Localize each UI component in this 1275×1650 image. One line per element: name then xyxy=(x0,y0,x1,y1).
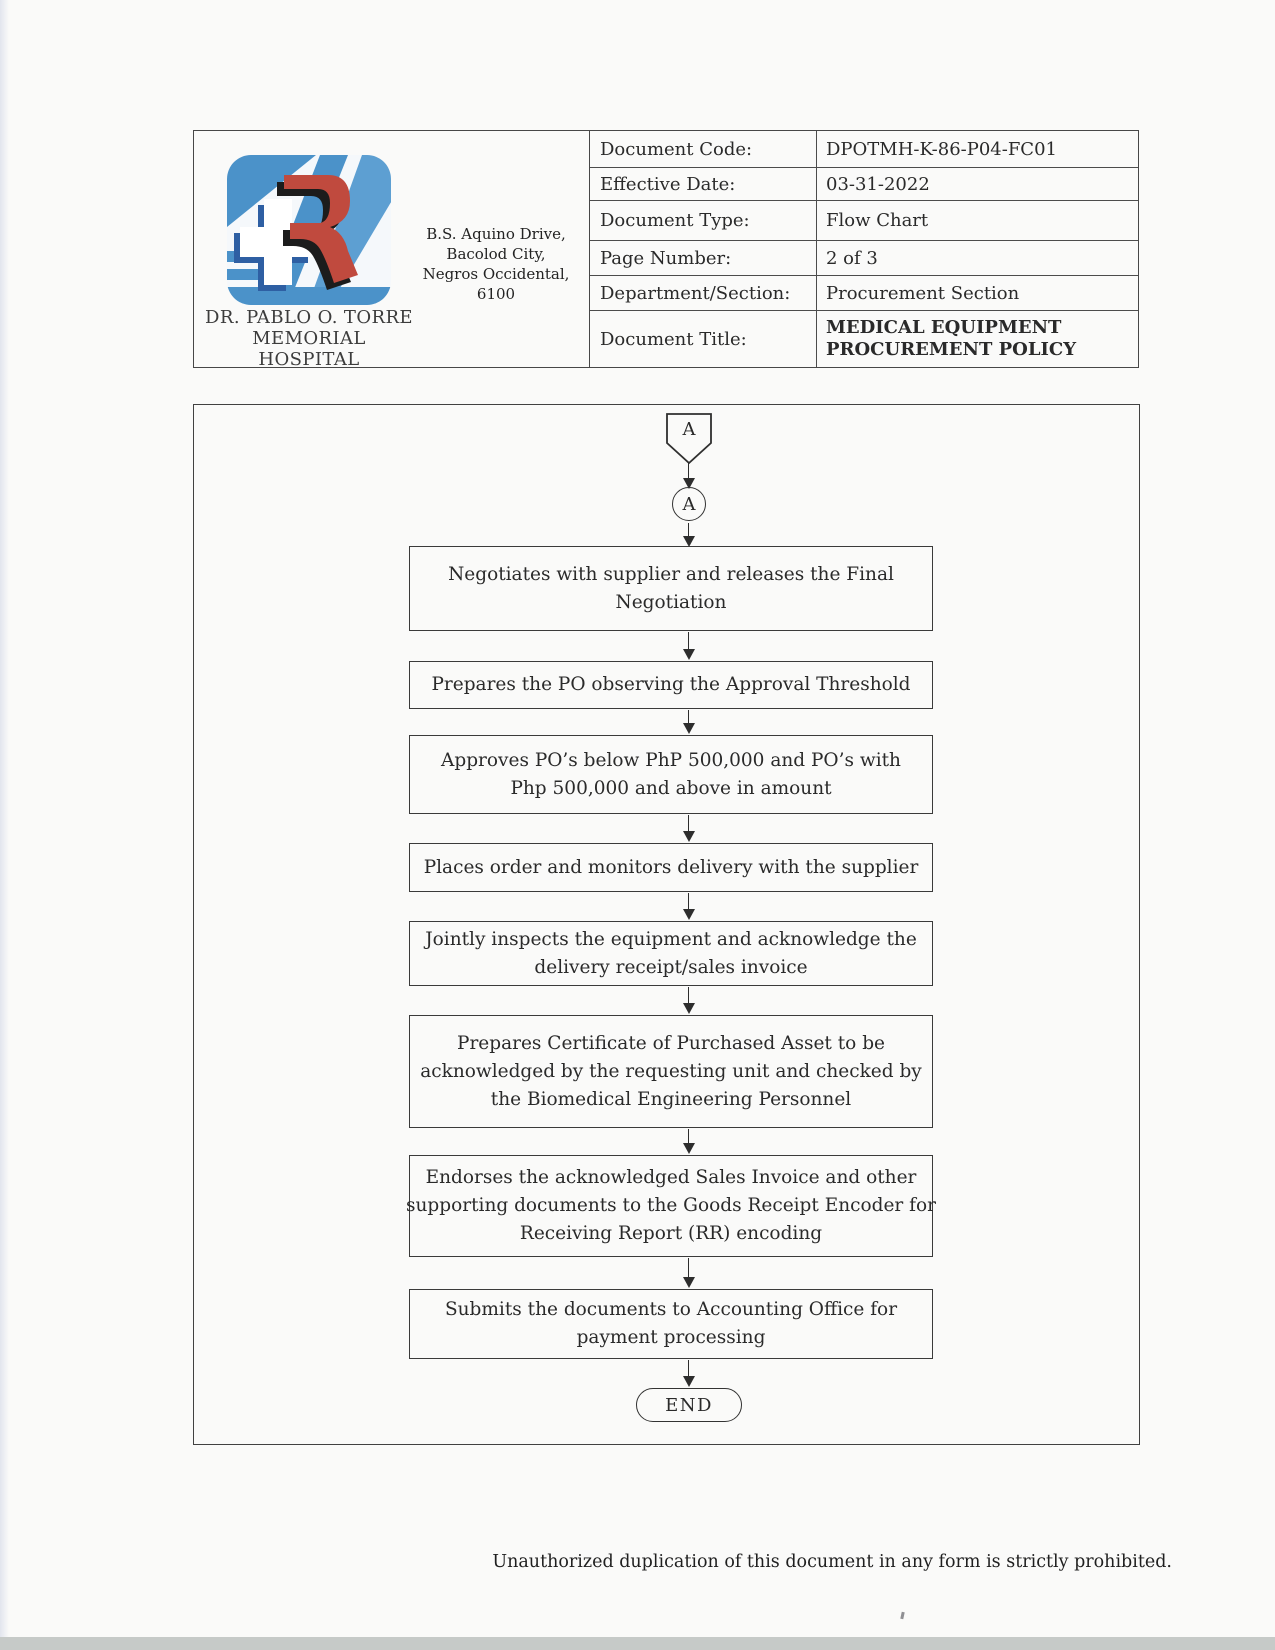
table-row xyxy=(590,201,1138,241)
arrowhead-icon xyxy=(683,1003,695,1014)
flow-step-inspect-equipment xyxy=(409,921,933,986)
department-section-label: Department/Section: xyxy=(590,276,817,310)
flow-arrow xyxy=(682,1360,696,1387)
step-text-line: Jointly inspects the equipment and acknowledge the xyxy=(425,928,917,950)
flow-arrow xyxy=(682,1258,696,1288)
flow-arrow xyxy=(682,893,696,920)
flow-step-negotiate xyxy=(409,546,933,631)
table-row xyxy=(590,241,1138,276)
onpage-connector-label: A xyxy=(682,493,696,515)
flow-step-submit-accounting xyxy=(409,1289,933,1359)
flow-step-certificate xyxy=(409,1015,933,1128)
offpage-connector-a xyxy=(666,413,712,464)
end-terminator xyxy=(636,1388,742,1422)
onpage-connector-a xyxy=(672,487,706,521)
doc-title-line2: PROCUREMENT POLICY xyxy=(826,339,1077,360)
arrowhead-icon xyxy=(683,831,695,842)
doc-type-label: Document Type: xyxy=(590,201,817,240)
footer-note: Unauthorized duplication of this document in any form is strictly prohibited. xyxy=(492,1552,1172,1572)
step-text-line: Prepares the PO observing the Approval Threshold xyxy=(431,674,911,695)
step-text-line: Php 500,000 and above in amount xyxy=(510,777,832,799)
step-text-line: Approves PO’s below PhP 500,000 and PO’s with xyxy=(441,749,901,771)
flow-arrow xyxy=(682,815,696,842)
hospital-logo-icon xyxy=(224,153,394,308)
step-text-line: Negotiates with supplier and releases the Final xyxy=(448,563,894,585)
offpage-connector-label: A xyxy=(682,419,696,440)
document-control-table xyxy=(193,130,1139,368)
page-number-label: Page Number: xyxy=(590,241,817,275)
address-line: B.S. Aquino Drive, xyxy=(426,225,566,243)
table-row xyxy=(590,311,1138,367)
doc-title-value xyxy=(817,311,1138,367)
doc-code-label: Document Code: xyxy=(590,131,817,167)
doc-code-value: DPOTMH-K-86-P04-FC01 xyxy=(826,138,1057,160)
flow-step-approve-po xyxy=(409,735,933,814)
step-text-line: the Biomedical Engineering Personnel xyxy=(490,1088,852,1110)
step-text-line: acknowledged by the requesting unit and checked by xyxy=(420,1060,922,1082)
hospital-address xyxy=(416,224,576,304)
step-text-line: Receiving Report (RR) encoding xyxy=(519,1223,823,1244)
flow-arrow xyxy=(682,463,696,489)
arrowhead-icon xyxy=(683,649,695,660)
step-text-line: Places order and monitors delivery with the supplier xyxy=(423,856,919,878)
hospital-identity-cell xyxy=(194,131,590,370)
address-line: 6100 xyxy=(476,285,516,303)
doc-type-value: Flow Chart xyxy=(826,210,929,231)
table-row xyxy=(590,131,1138,168)
page-number-value: 2 of 3 xyxy=(826,247,878,269)
arrowhead-icon xyxy=(683,1376,695,1387)
table-row xyxy=(590,276,1138,311)
flow-arrow xyxy=(682,523,696,547)
effective-date-label: Effective Date: xyxy=(590,168,817,200)
hospital-name-line2: MEMORIAL HOSPITAL xyxy=(252,328,366,370)
table-row xyxy=(590,168,1138,201)
department-section-value: Procurement Section xyxy=(826,282,1020,304)
address-line: Bacolod City, xyxy=(446,245,546,263)
address-line: Negros Occidental, xyxy=(422,265,570,283)
flow-arrow xyxy=(682,710,696,734)
step-text-line: delivery receipt/sales invoice xyxy=(534,956,808,978)
hospital-name-line1: DR. PABLO O. TORRE xyxy=(205,307,413,328)
arrowhead-icon xyxy=(683,723,695,734)
scan-bottom-edge xyxy=(0,1637,1275,1650)
flow-step-prepare-po xyxy=(409,661,933,709)
step-text-line: Endorses the acknowledged Sales Invoice and other xyxy=(425,1167,917,1188)
flow-arrow xyxy=(682,632,696,660)
step-text-line: Prepares Certificate of Purchased Asset to be xyxy=(457,1032,885,1054)
arrowhead-icon xyxy=(683,909,695,920)
flow-arrow xyxy=(682,1129,696,1154)
doc-title-line1: MEDICAL EQUIPMENT xyxy=(826,317,1062,338)
doc-title-label: Document Title: xyxy=(590,311,817,367)
flow-step-place-order xyxy=(409,843,933,892)
step-text-line: Submits the documents to Accounting Office for xyxy=(444,1299,898,1320)
flowchart-frame xyxy=(193,404,1140,1445)
arrowhead-icon xyxy=(683,1143,695,1154)
effective-date-value: 03-31-2022 xyxy=(826,173,930,195)
document-meta-rows xyxy=(590,131,1138,367)
flow-arrow xyxy=(682,987,696,1014)
scan-speck xyxy=(900,1612,904,1619)
step-text-line: supporting documents to the Goods Receipt Encoder for xyxy=(406,1195,936,1216)
arrowhead-icon xyxy=(683,1277,695,1288)
end-label: END xyxy=(665,1394,713,1416)
step-text-line: Negotiation xyxy=(615,591,727,613)
scan-left-edge-shading xyxy=(0,0,9,1650)
flow-step-endorse-invoice xyxy=(406,1155,936,1257)
hospital-name xyxy=(199,307,419,370)
step-text-line: payment processing xyxy=(576,1327,766,1348)
